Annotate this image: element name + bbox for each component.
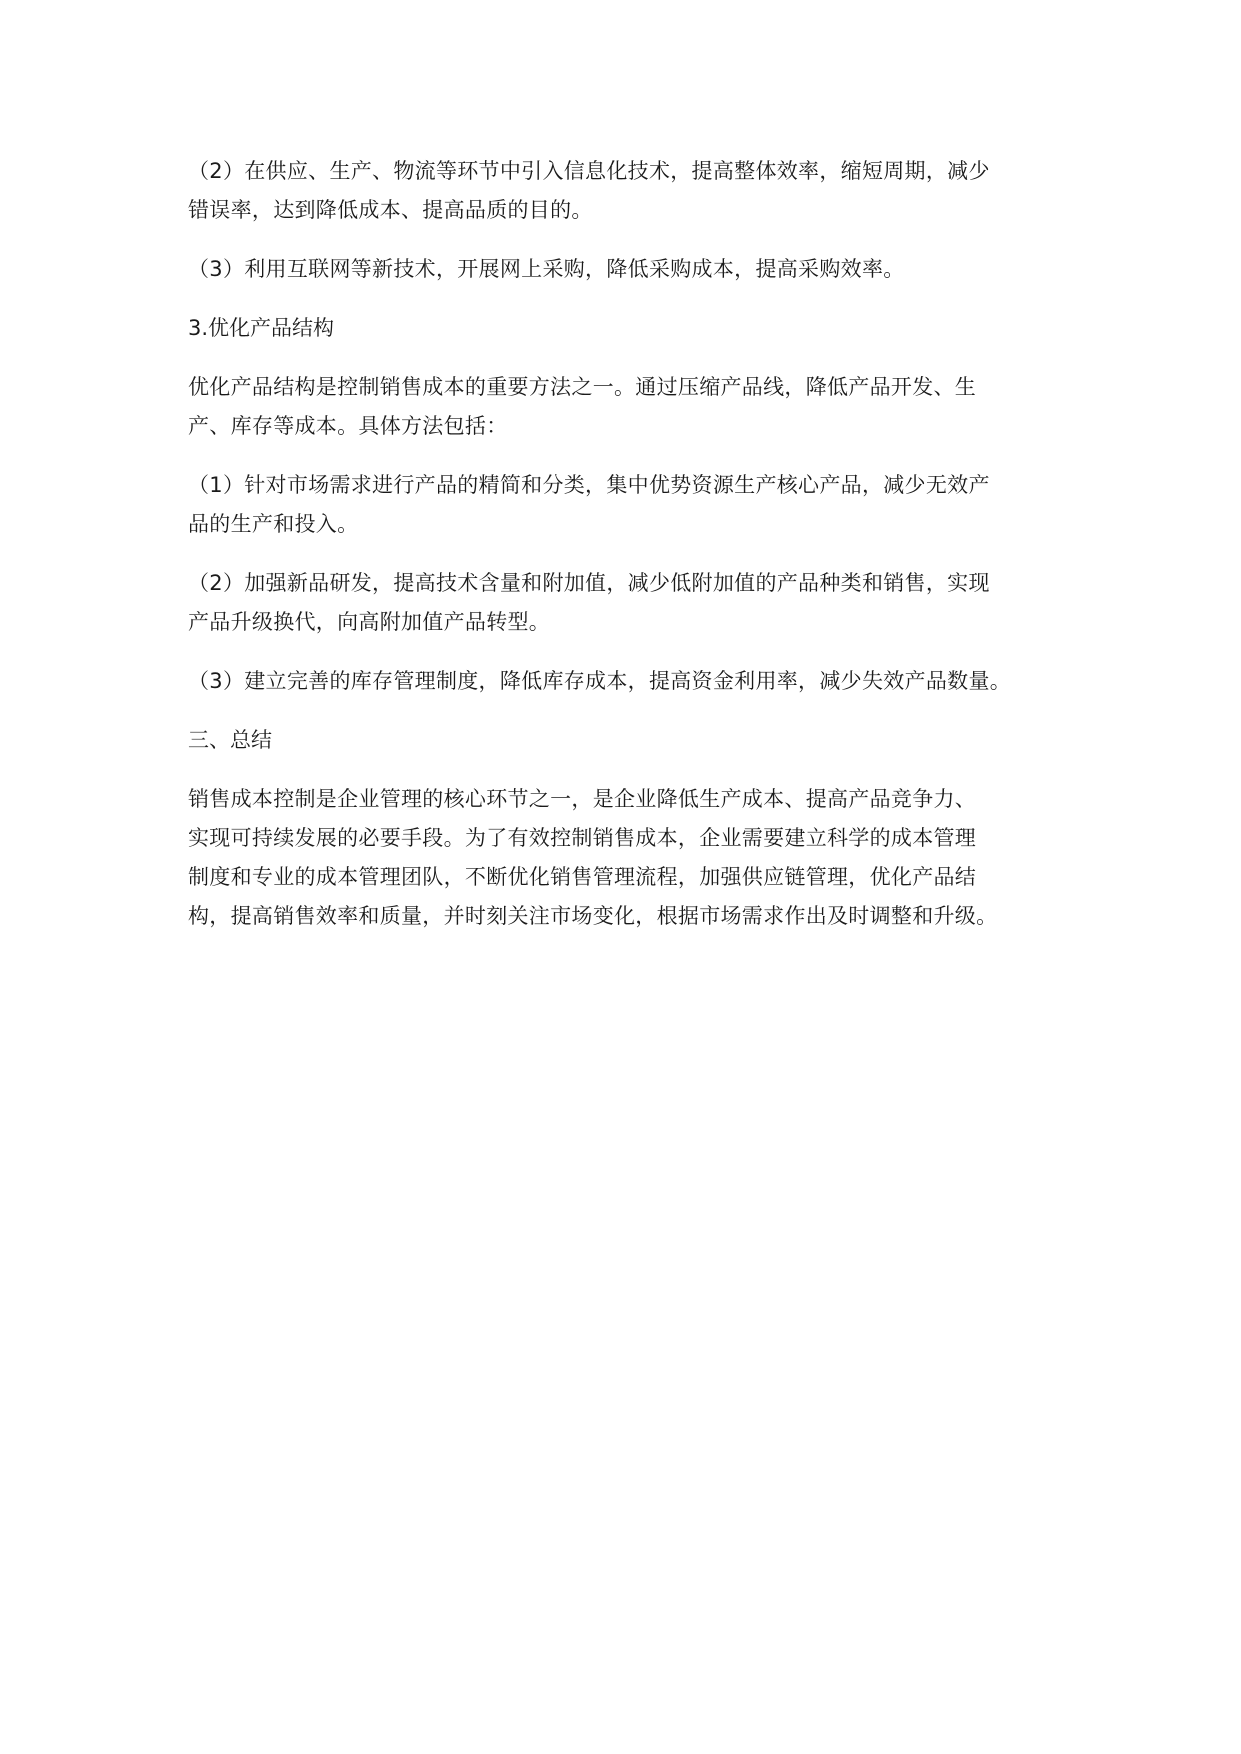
text-line: （3）建立完善的库存管理制度，降低库存成本，提高资金利用率，减少失效产品数量。 (188, 669, 1012, 693)
text-line: 实现可持续发展的必要手段。为了有效控制销售成本，企业需要建立科学的成本管理 (188, 826, 977, 850)
paragraph-3-inventory-management (188, 662, 1068, 701)
text-line: 销售成本控制是企业管理的核心环节之一，是企业降低生产成本、提高产品竞争力、 (188, 787, 977, 811)
text-line: （3）利用互联网等新技术，开展网上采购，降低采购成本，提高采购效率。 (188, 257, 905, 281)
heading-text: 3.优化产品结构 (188, 316, 335, 340)
text-line: 优化产品结构是控制销售成本的重要方法之一。通过压缩产品线，降低产品开发、生 (188, 375, 977, 399)
text-line: 制度和专业的成本管理团队，不断优化销售管理流程，加强供应链管理，优化产品结 (188, 865, 977, 889)
text-line: 产、库存等成本。具体方法包括： (188, 414, 508, 438)
section-heading-summary (188, 721, 1068, 760)
heading-text: 三、总结 (188, 728, 272, 752)
text-line: 产品升级换代，向高附加值产品转型。 (188, 610, 551, 634)
text-line: 构，提高销售效率和质量，并时刻关注市场变化，根据市场需求作出及时调整和升级。 (188, 904, 998, 928)
text-line: （2）加强新品研发，提高技术含量和附加值，减少低附加值的产品种类和销售，实现 (188, 571, 990, 595)
document-body (188, 152, 1068, 956)
paragraph-2-new-product-rd (188, 564, 1068, 642)
paragraph-2-informatization (188, 152, 1068, 230)
text-line: （2）在供应、生产、物流等环节中引入信息化技术，提高整体效率，缩短周期，减少 (188, 159, 990, 183)
text-line: 品的生产和投入。 (188, 512, 359, 536)
paragraph-product-structure-intro (188, 368, 1068, 446)
paragraph-3-online-procurement (188, 250, 1068, 289)
paragraph-summary (188, 780, 1068, 936)
section-heading-optimize-product-structure (188, 309, 1068, 348)
text-line: 错误率，达到降低成本、提高品质的目的。 (188, 198, 593, 222)
text-line: （1）针对市场需求进行产品的精简和分类，集中优势资源生产核心产品，减少无效产 (188, 473, 990, 497)
paragraph-1-streamline-products (188, 466, 1068, 544)
